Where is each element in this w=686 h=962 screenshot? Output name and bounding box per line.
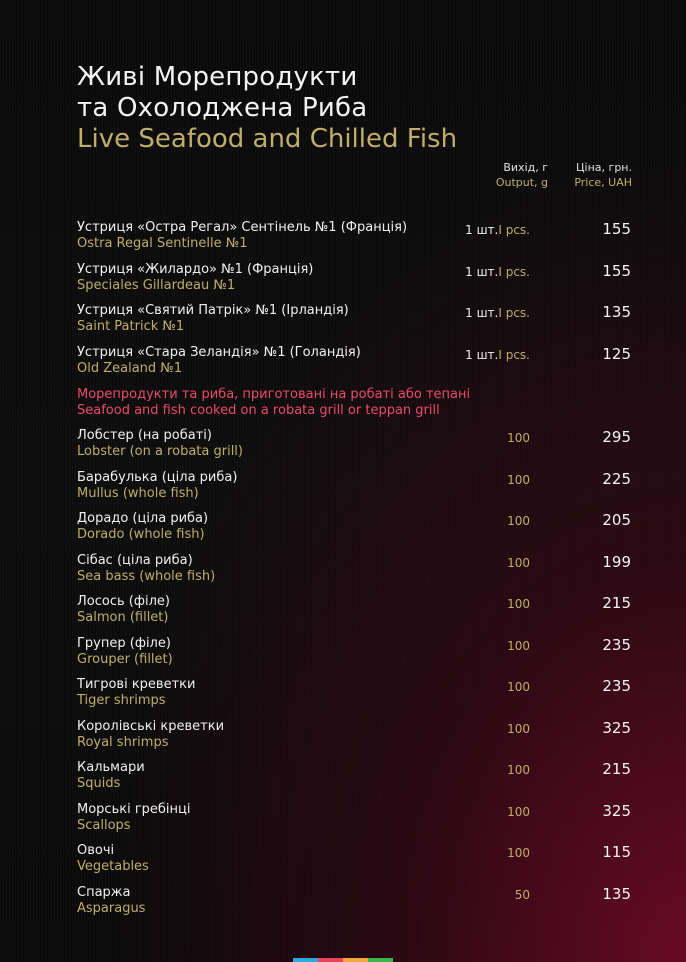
menu-item	[77, 885, 637, 923]
footer-color-bar	[368, 958, 393, 962]
item-name-ua: Королівські креветки	[77, 718, 225, 734]
item-output: 100	[507, 721, 530, 736]
item-output-ua: 1 шт.	[465, 306, 499, 321]
menu-item	[77, 303, 637, 341]
item-output	[465, 222, 530, 238]
item-price: 155	[602, 261, 631, 280]
item-name-ua: Дорадо (ціла риба)	[77, 511, 209, 526]
item-output	[465, 305, 530, 321]
item-output	[465, 347, 530, 363]
item-output-ua: 1 шт.	[465, 223, 499, 237]
item-output: 100	[507, 763, 530, 777]
item-price: 325	[602, 718, 631, 737]
item-output: 100	[507, 555, 530, 570]
title-en: Live Seafood and Chilled Fish	[77, 124, 458, 154]
item-output: 100	[507, 680, 530, 694]
item-name-ua: Спаржа	[77, 884, 131, 900]
menu-item	[77, 345, 637, 383]
menu-item	[77, 677, 637, 715]
item-output: 100	[507, 846, 530, 860]
footer-color-bar	[343, 958, 368, 962]
item-price: 125	[602, 345, 631, 364]
menu-item	[77, 553, 637, 591]
item-name-ua: Устриця «Остра Регал» Сентінель №1 (Франція)	[77, 220, 408, 235]
title-ua-line1: Живі Морепродукти	[77, 62, 358, 92]
menu-item	[77, 594, 637, 632]
footer-color-bar	[293, 958, 318, 962]
item-output: 100	[507, 597, 530, 611]
menu-item	[77, 719, 637, 757]
output-column-header	[470, 160, 548, 190]
item-price: 135	[602, 303, 631, 322]
menu-item	[77, 802, 637, 840]
item-name-en: Old Zealand №1	[77, 361, 183, 377]
item-output-en: I pcs.	[498, 264, 530, 279]
item-price: 115	[602, 843, 631, 861]
item-name-en: Lobster (on a robata grill)	[77, 444, 243, 459]
item-name-en: Speciales Gillardeau №1	[77, 277, 236, 293]
item-output: 50	[514, 887, 530, 902]
item-price: 325	[602, 801, 631, 820]
item-output: 100	[507, 804, 530, 819]
item-name-ua: Устриця «Жилардо» №1 (Франція)	[77, 261, 314, 277]
item-output-ua: 1 шт.	[465, 348, 499, 363]
item-price: 135	[602, 884, 631, 903]
menu-item	[77, 262, 637, 300]
item-name-ua: Устриця «Стара Зеландія» №1 (Голандія)	[77, 345, 361, 361]
item-price: 235	[602, 635, 631, 654]
item-name-ua: Лобстер (на робаті)	[77, 428, 212, 443]
item-name-ua: Сібас (ціла риба)	[77, 552, 193, 568]
price-header-en: Price, UAH	[574, 176, 632, 189]
item-output: 100	[507, 431, 530, 445]
item-price: 215	[602, 594, 631, 612]
item-name-ua: Лосось (філе)	[77, 594, 170, 609]
item-name-ua: Групер (філе)	[77, 635, 171, 651]
item-output	[465, 264, 530, 280]
item-price: 295	[602, 428, 631, 446]
page-title	[77, 62, 457, 155]
item-price: 215	[602, 760, 631, 778]
item-name-ua: Морські гребінці	[77, 801, 191, 817]
item-price: 225	[602, 469, 631, 488]
item-price: 155	[602, 220, 631, 238]
item-price: 199	[602, 552, 631, 571]
item-name-ua: Устриця «Святий Патрік» №1 (Ірландія)	[77, 303, 349, 319]
item-output-en: I pcs.	[498, 306, 530, 321]
title-ua-line2: та Охолоджена Риба	[77, 93, 368, 123]
menu-item	[77, 220, 637, 258]
price-header-ua: Ціна, грн.	[576, 161, 632, 174]
footer-color-bar	[318, 958, 343, 962]
menu-item	[77, 428, 637, 466]
item-name-en: Ostra Regal Sentinelle №1	[77, 236, 248, 251]
item-output: 100	[507, 514, 530, 528]
item-name-en: Tiger shrimps	[77, 693, 166, 708]
item-name-ua: Кальмари	[77, 760, 145, 775]
menu-item	[77, 636, 637, 674]
item-output: 100	[507, 472, 530, 487]
price-column-header	[560, 160, 632, 190]
item-name-en: Salmon (fillet)	[77, 610, 169, 625]
item-output: 100	[507, 638, 530, 653]
item-name-en: Mullus (whole fish)	[77, 485, 199, 501]
section-heading-en: Seafood and fish cooked on a robata grill or teppan grill	[77, 403, 440, 418]
menu-item	[77, 760, 637, 798]
item-name-en: Grouper (fillet)	[77, 651, 173, 667]
item-output-ua: 1 шт.	[465, 264, 499, 279]
menu-item	[77, 843, 637, 881]
output-header-en: Output, g	[495, 176, 548, 189]
item-price: 235	[602, 677, 631, 695]
item-name-ua: Овочі	[77, 843, 115, 858]
item-name-en: Scallops	[77, 817, 131, 833]
section-heading-ua: Морепродукти та риба, приготовані на робаті або тепані	[77, 387, 471, 402]
item-name-en: Dorado (whole fish)	[77, 527, 205, 542]
section-heading	[77, 387, 470, 419]
output-header-ua: Вихід, г	[503, 161, 548, 174]
menu-item	[77, 511, 637, 549]
item-name-ua: Тигрові креветки	[77, 677, 196, 692]
item-name-en: Vegetables	[77, 859, 149, 874]
item-name-en: Saint Patrick №1	[77, 319, 185, 335]
item-output-en: I pcs.	[498, 348, 530, 363]
menu-item	[77, 470, 637, 508]
item-output-en: I pcs.	[498, 223, 530, 237]
item-name-ua: Барабулька (ціла риба)	[77, 469, 238, 485]
item-name-en: Royal shrimps	[77, 734, 169, 750]
item-name-en: Squids	[77, 776, 121, 791]
item-name-en: Sea bass (whole fish)	[77, 568, 216, 584]
item-price: 205	[602, 511, 631, 529]
item-name-en: Asparagus	[77, 900, 146, 916]
